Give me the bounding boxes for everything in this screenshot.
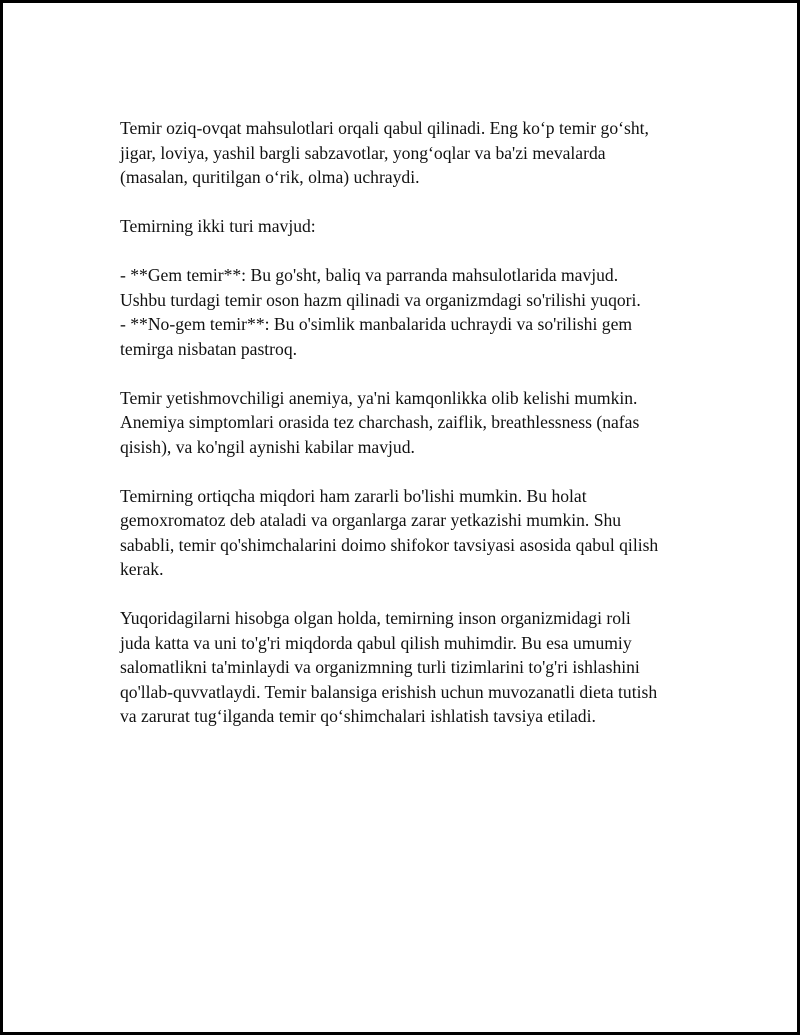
text-line: temirga nisbatan pastroq. bbox=[120, 338, 298, 359]
text-line: Yuqoridagilarni hisobga olgan holda, temirning inson organizmidagi roli bbox=[120, 608, 631, 628]
text-line: gemoxromatoz deb ataladi va organlarga zarar yetkazishi mumkin. Shu bbox=[120, 510, 622, 530]
text-line: qo'llab-quvvatlaydi. Temir balansiga erishish uchun muvozanatli dieta tutish bbox=[120, 681, 658, 702]
list-item-non-heme-iron: - **No-gem temir**: Bu o'simlik manbalarida uchraydi va so'rilishi gem bbox=[120, 314, 633, 334]
text-line: jigar, loviya, yashil bargli sabzavotlar, yong‘oqlar va ba'zi mevalarda bbox=[120, 142, 606, 163]
text-line: qisish), va ko'ngil aynishi kabilar mavjud. bbox=[120, 436, 415, 457]
paragraph-conclusion bbox=[120, 606, 700, 729]
text-line: sababli, temir qo'shimchalarini doimo shifokor tavsiyasi asosida qabul qilish bbox=[120, 534, 659, 555]
text-line: Temir oziq-ovqat mahsulotlari orqali qabul qilinadi. Eng ko‘p temir go‘sht, bbox=[120, 118, 649, 138]
document-body bbox=[120, 116, 700, 753]
text-line: va zarurat tug‘ilganda temir qo‘shimchalari ishlatish tavsiya etiladi. bbox=[120, 706, 596, 726]
paragraph-iron-deficiency bbox=[120, 386, 700, 460]
text-line: Ushbu turdagi temir oson hazm qilinadi va organizmdagi so'rilishi yuqori. bbox=[120, 289, 641, 310]
text-line: Temirning ikki turi mavjud: bbox=[120, 216, 316, 236]
paragraph-iron-overload bbox=[120, 484, 700, 582]
text-line: Temir yetishmovchiligi anemiya, ya'ni kamqonlikka olib kelishi mumkin. bbox=[120, 387, 638, 408]
text-line: juda katta va uni to'g'ri miqdorda qabul qilish muhimdir. Bu esa umumiy bbox=[120, 632, 632, 653]
text-line: Temirning ortiqcha miqdori ham zararli bo'lishi mumkin. Bu holat bbox=[120, 485, 587, 506]
text-line: kerak. bbox=[120, 559, 164, 579]
paragraph-iron-types-list bbox=[120, 263, 700, 361]
text-line: salomatlikni ta'minlaydi va organizmning turli tizimlarini to'g'ri ishlashini bbox=[120, 657, 640, 677]
list-item-heme-iron: - **Gem temir**: Bu go'sht, baliq va parranda mahsulotlarida mavjud. bbox=[120, 265, 619, 285]
text-line: (masalan, quritilgan o‘rik, olma) uchraydi. bbox=[120, 167, 420, 187]
paragraph-iron-types-intro bbox=[120, 214, 700, 239]
text-line: Anemiya simptomlari orasida tez charchash, zaiflik, breathlessness (nafas bbox=[120, 412, 640, 432]
paragraph-iron-sources bbox=[120, 116, 700, 190]
